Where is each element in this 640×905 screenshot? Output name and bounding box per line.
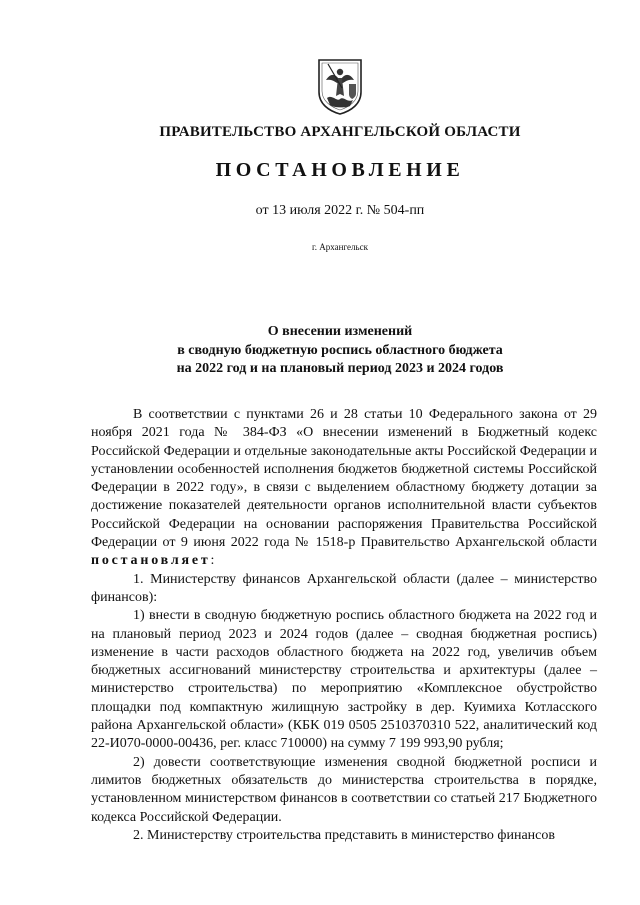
title-line: на 2022 год и на плановый период 2023 и 2024 годов bbox=[176, 361, 504, 376]
title-line: в сводную бюджетную роспись областного бюджета bbox=[177, 342, 503, 358]
preamble-paragraph bbox=[91, 406, 597, 571]
resolves-word: постановляет bbox=[91, 553, 211, 569]
document-date-number: от 13 июля 2022 г. № 504-пп bbox=[255, 203, 425, 218]
item-1-1-paragraph: 1) внести в сводную бюджетную роспись областного бюджета на 2022 год и на плановый период 2023 и 2024 годов (далее – сводная бюджетная роспись) изменение в части расходов областного бюджета на 2022 год, увеличив объем бюджетных ассигнований министерству строительства и архитектуры (далее – министерство строительства) по мероприятию «Комплексное обустройство площадки под компактную жилищную застройку в дер. Куимиха Котласского района Архангельской области» (КБК 019 0505 2510370310 522, аналитический код 22-И070-0000-00436, рег. класс 710000) на сумму 7 199 993,90 рубля; bbox=[91, 608, 597, 752]
document-city: г. Архангельск bbox=[312, 242, 368, 252]
preamble-text: В соответствии с пунктами 26 и 28 статьи 10 Федерального закона от 29 ноября 2021 года № 384-ФЗ «О внесении изменений в Бюджетный кодекс Российской Федерации и отдельные законодательные акты Российской Федерации и установлении особенностей исполнения бюджетов бюджетной системы Российской Федерации в 2022 году», в связи с выделением областному бюджету дотации за достижение показателей деятельности органов исполнительной власти субъектов Российской Федерации на основании распоряжения Правительства Российской Федерации от 9 июня 2022 года № 1518-р Правительство Архангельской области bbox=[91, 407, 597, 551]
item-2-paragraph: 2. Министерству строительства представить в министерство финансов bbox=[133, 827, 555, 843]
document-body bbox=[91, 406, 597, 845]
title-line: О внесении изменений bbox=[267, 324, 413, 339]
item-1-paragraph: 1. Министерству финансов Архангельской области (далее – министерство финансов): bbox=[91, 571, 597, 605]
resolves-colon: : bbox=[210, 553, 215, 569]
coat-of-arms-icon bbox=[316, 58, 364, 116]
government-name: ПРАВИТЕЛЬСТВО АРХАНГЕЛЬСКОЙ ОБЛАСТИ bbox=[159, 124, 521, 140]
document-type: ПОСТАНОВЛЕНИЕ bbox=[215, 159, 465, 181]
document-title bbox=[0, 323, 640, 379]
item-1-2-paragraph: 2) довести соответствующие изменения сводной бюджетной росписи и лимитов бюджетных обязательств до министерства строительства в порядке, установленном министерством финансов в соответствии со статьей 217 Бюджетного кодекса Российской Федерации. bbox=[91, 754, 597, 825]
